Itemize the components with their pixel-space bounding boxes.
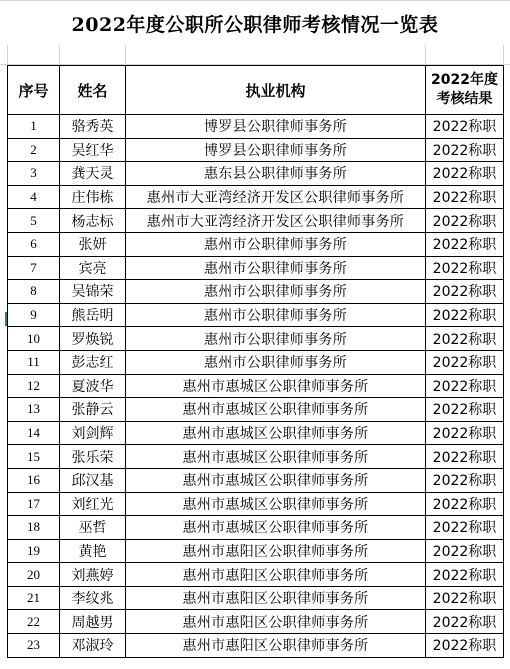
- cell-no[interactable]: 15: [8, 445, 60, 469]
- cell-org[interactable]: 惠州市公职律师事务所: [126, 350, 426, 374]
- cell-name[interactable]: 龚天灵: [60, 162, 126, 186]
- header-no[interactable]: 序号: [8, 66, 60, 115]
- cell-org[interactable]: 惠州市惠城区公职律师事务所: [126, 468, 426, 492]
- cell-result[interactable]: 2022称职: [426, 445, 504, 469]
- cell-no[interactable]: 8: [8, 280, 60, 304]
- cell-no[interactable]: 21: [8, 586, 60, 610]
- cell-name[interactable]: 邓淑玲: [60, 634, 126, 658]
- cell-org[interactable]: 惠州市惠城区公职律师事务所: [126, 492, 426, 516]
- header-result-line1: 2022年度: [431, 72, 498, 88]
- cell-org[interactable]: 惠州市公职律师事务所: [126, 327, 426, 351]
- cell-org[interactable]: 惠州市惠城区公职律师事务所: [126, 445, 426, 469]
- table-row: [8, 634, 504, 658]
- cell-result[interactable]: 2022称职: [426, 586, 504, 610]
- cell-result[interactable]: 2022称职: [426, 516, 504, 540]
- header-org[interactable]: 执业机构: [126, 66, 426, 115]
- cell-name[interactable]: 张静云: [60, 398, 126, 422]
- cell-result[interactable]: 2022称职: [426, 138, 504, 162]
- cell-result[interactable]: 2022称职: [426, 185, 504, 209]
- cell-name[interactable]: 庄伟栋: [60, 185, 126, 209]
- table-row: [8, 492, 504, 516]
- cell-name[interactable]: 吴锦荣: [60, 280, 126, 304]
- cell-result[interactable]: 2022称职: [426, 563, 504, 587]
- table-row: [8, 350, 504, 374]
- table-row: [8, 374, 504, 398]
- cell-no[interactable]: 22: [8, 610, 60, 634]
- cell-name[interactable]: 彭志红: [60, 350, 126, 374]
- header-result-line2: 考核结果: [436, 91, 493, 107]
- table-row: [8, 280, 504, 304]
- cell-name[interactable]: 熊岳明: [60, 303, 126, 327]
- cell-result[interactable]: 2022称职: [426, 162, 504, 186]
- cell-org[interactable]: 惠州市惠阳区公职律师事务所: [126, 586, 426, 610]
- cell-name[interactable]: 吴红华: [60, 138, 126, 162]
- table-row: [8, 421, 504, 445]
- header-name[interactable]: 姓名: [60, 66, 126, 115]
- cell-name[interactable]: 张乐荣: [60, 445, 126, 469]
- table-row: [8, 209, 504, 233]
- cell-no[interactable]: 2: [8, 138, 60, 162]
- cell-name[interactable]: 骆秀英: [60, 115, 126, 139]
- cell-name[interactable]: 巫哲: [60, 516, 126, 540]
- cell-no[interactable]: 5: [8, 209, 60, 233]
- cell-result[interactable]: 2022称职: [426, 303, 504, 327]
- cell-result[interactable]: 2022称职: [426, 115, 504, 139]
- grid-line: [7, 45, 8, 65]
- row-marker: [5, 312, 7, 326]
- table-body: [8, 115, 504, 658]
- cell-no[interactable]: 17: [8, 492, 60, 516]
- grid-line: [125, 45, 126, 65]
- table-row: [8, 445, 504, 469]
- cell-org[interactable]: 惠州市惠阳区公职律师事务所: [126, 634, 426, 658]
- cell-org[interactable]: 惠州市大亚湾经济开发区公职律师事务所: [126, 185, 426, 209]
- table-row: [8, 516, 504, 540]
- grid-line: [503, 45, 504, 65]
- table-row: [8, 563, 504, 587]
- cell-no[interactable]: 23: [8, 634, 60, 658]
- cell-name[interactable]: 李纹兆: [60, 586, 126, 610]
- cell-name[interactable]: 杨志标: [60, 209, 126, 233]
- cell-result[interactable]: 2022称职: [426, 610, 504, 634]
- cell-name[interactable]: 邱汉基: [60, 468, 126, 492]
- cell-no[interactable]: 19: [8, 539, 60, 563]
- table-row: [8, 610, 504, 634]
- cell-org[interactable]: 博罗县公职律师事务所: [126, 115, 426, 139]
- table-row: [8, 162, 504, 186]
- cell-no[interactable]: 4: [8, 185, 60, 209]
- table-row: [8, 468, 504, 492]
- cell-name[interactable]: 张妍: [60, 232, 126, 256]
- cell-no[interactable]: 16: [8, 468, 60, 492]
- cell-no[interactable]: 11: [8, 350, 60, 374]
- assessment-table: [7, 65, 504, 658]
- table-row: [8, 256, 504, 280]
- table-row: [8, 327, 504, 351]
- table-row: [8, 586, 504, 610]
- cell-no[interactable]: 14: [8, 421, 60, 445]
- cell-org[interactable]: 惠州市惠阳区公职律师事务所: [126, 539, 426, 563]
- cell-name[interactable]: 罗焕锐: [60, 327, 126, 351]
- cell-result[interactable]: 2022称职: [426, 280, 504, 304]
- table-row: [8, 539, 504, 563]
- cell-org[interactable]: 惠州市惠阳区公职律师事务所: [126, 610, 426, 634]
- empty-grid-row: [0, 45, 510, 65]
- sheet-title: 2022年度公职所公职律师考核情况一览表: [71, 13, 439, 36]
- cell-org[interactable]: 惠州市惠阳区公职律师事务所: [126, 563, 426, 587]
- cell-org[interactable]: 惠东县公职律师事务所: [126, 162, 426, 186]
- table-row: [8, 185, 504, 209]
- cell-result[interactable]: 2022称职: [426, 539, 504, 563]
- cell-org[interactable]: 博罗县公职律师事务所: [126, 138, 426, 162]
- cell-name[interactable]: 刘红光: [60, 492, 126, 516]
- table-row: [8, 398, 504, 422]
- cell-result[interactable]: 2022称职: [426, 634, 504, 658]
- cell-result[interactable]: 2022称职: [426, 492, 504, 516]
- grid-line: [59, 45, 60, 65]
- cell-no[interactable]: 18: [8, 516, 60, 540]
- cell-name[interactable]: 黄艳: [60, 539, 126, 563]
- cell-result[interactable]: 2022称职: [426, 374, 504, 398]
- cell-no[interactable]: 10: [8, 327, 60, 351]
- cell-no[interactable]: 20: [8, 563, 60, 587]
- cell-name[interactable]: 周越男: [60, 610, 126, 634]
- cell-no[interactable]: 13: [8, 398, 60, 422]
- header-row: [8, 66, 504, 115]
- cell-org[interactable]: 惠州市公职律师事务所: [126, 256, 426, 280]
- cell-no[interactable]: 12: [8, 374, 60, 398]
- cell-no[interactable]: 6: [8, 232, 60, 256]
- table-row: [8, 232, 504, 256]
- cell-org[interactable]: 惠州市惠城区公职律师事务所: [126, 421, 426, 445]
- cell-org[interactable]: 惠州市公职律师事务所: [126, 280, 426, 304]
- cell-no[interactable]: 3: [8, 162, 60, 186]
- cell-result[interactable]: 2022称职: [426, 350, 504, 374]
- cell-name[interactable]: 夏波华: [60, 374, 126, 398]
- cell-name[interactable]: 宾亮: [60, 256, 126, 280]
- cell-no[interactable]: 1: [8, 115, 60, 139]
- cell-no[interactable]: 7: [8, 256, 60, 280]
- cell-name[interactable]: 刘剑辉: [60, 421, 126, 445]
- cell-result[interactable]: 2022称职: [426, 232, 504, 256]
- cell-org[interactable]: 惠州市惠城区公职律师事务所: [126, 398, 426, 422]
- cell-result[interactable]: 2022称职: [426, 468, 504, 492]
- table-row: [8, 138, 504, 162]
- grid-line: [425, 45, 426, 65]
- cell-result[interactable]: 2022称职: [426, 256, 504, 280]
- cell-result[interactable]: 2022称职: [426, 209, 504, 233]
- cell-org[interactable]: 惠州市惠城区公职律师事务所: [126, 516, 426, 540]
- table-row: [8, 303, 504, 327]
- cell-org[interactable]: 惠州市惠城区公职律师事务所: [126, 374, 426, 398]
- header-result[interactable]: [426, 66, 504, 115]
- cell-result[interactable]: 2022称职: [426, 421, 504, 445]
- cell-org[interactable]: 惠州市公职律师事务所: [126, 232, 426, 256]
- cell-name[interactable]: 刘燕婷: [60, 563, 126, 587]
- cell-no[interactable]: 9: [8, 303, 60, 327]
- cell-org[interactable]: 惠州市公职律师事务所: [126, 303, 426, 327]
- table-row: [8, 115, 504, 139]
- cell-result[interactable]: 2022称职: [426, 398, 504, 422]
- cell-result[interactable]: 2022称职: [426, 327, 504, 351]
- cell-org[interactable]: 惠州市大亚湾经济开发区公职律师事务所: [126, 209, 426, 233]
